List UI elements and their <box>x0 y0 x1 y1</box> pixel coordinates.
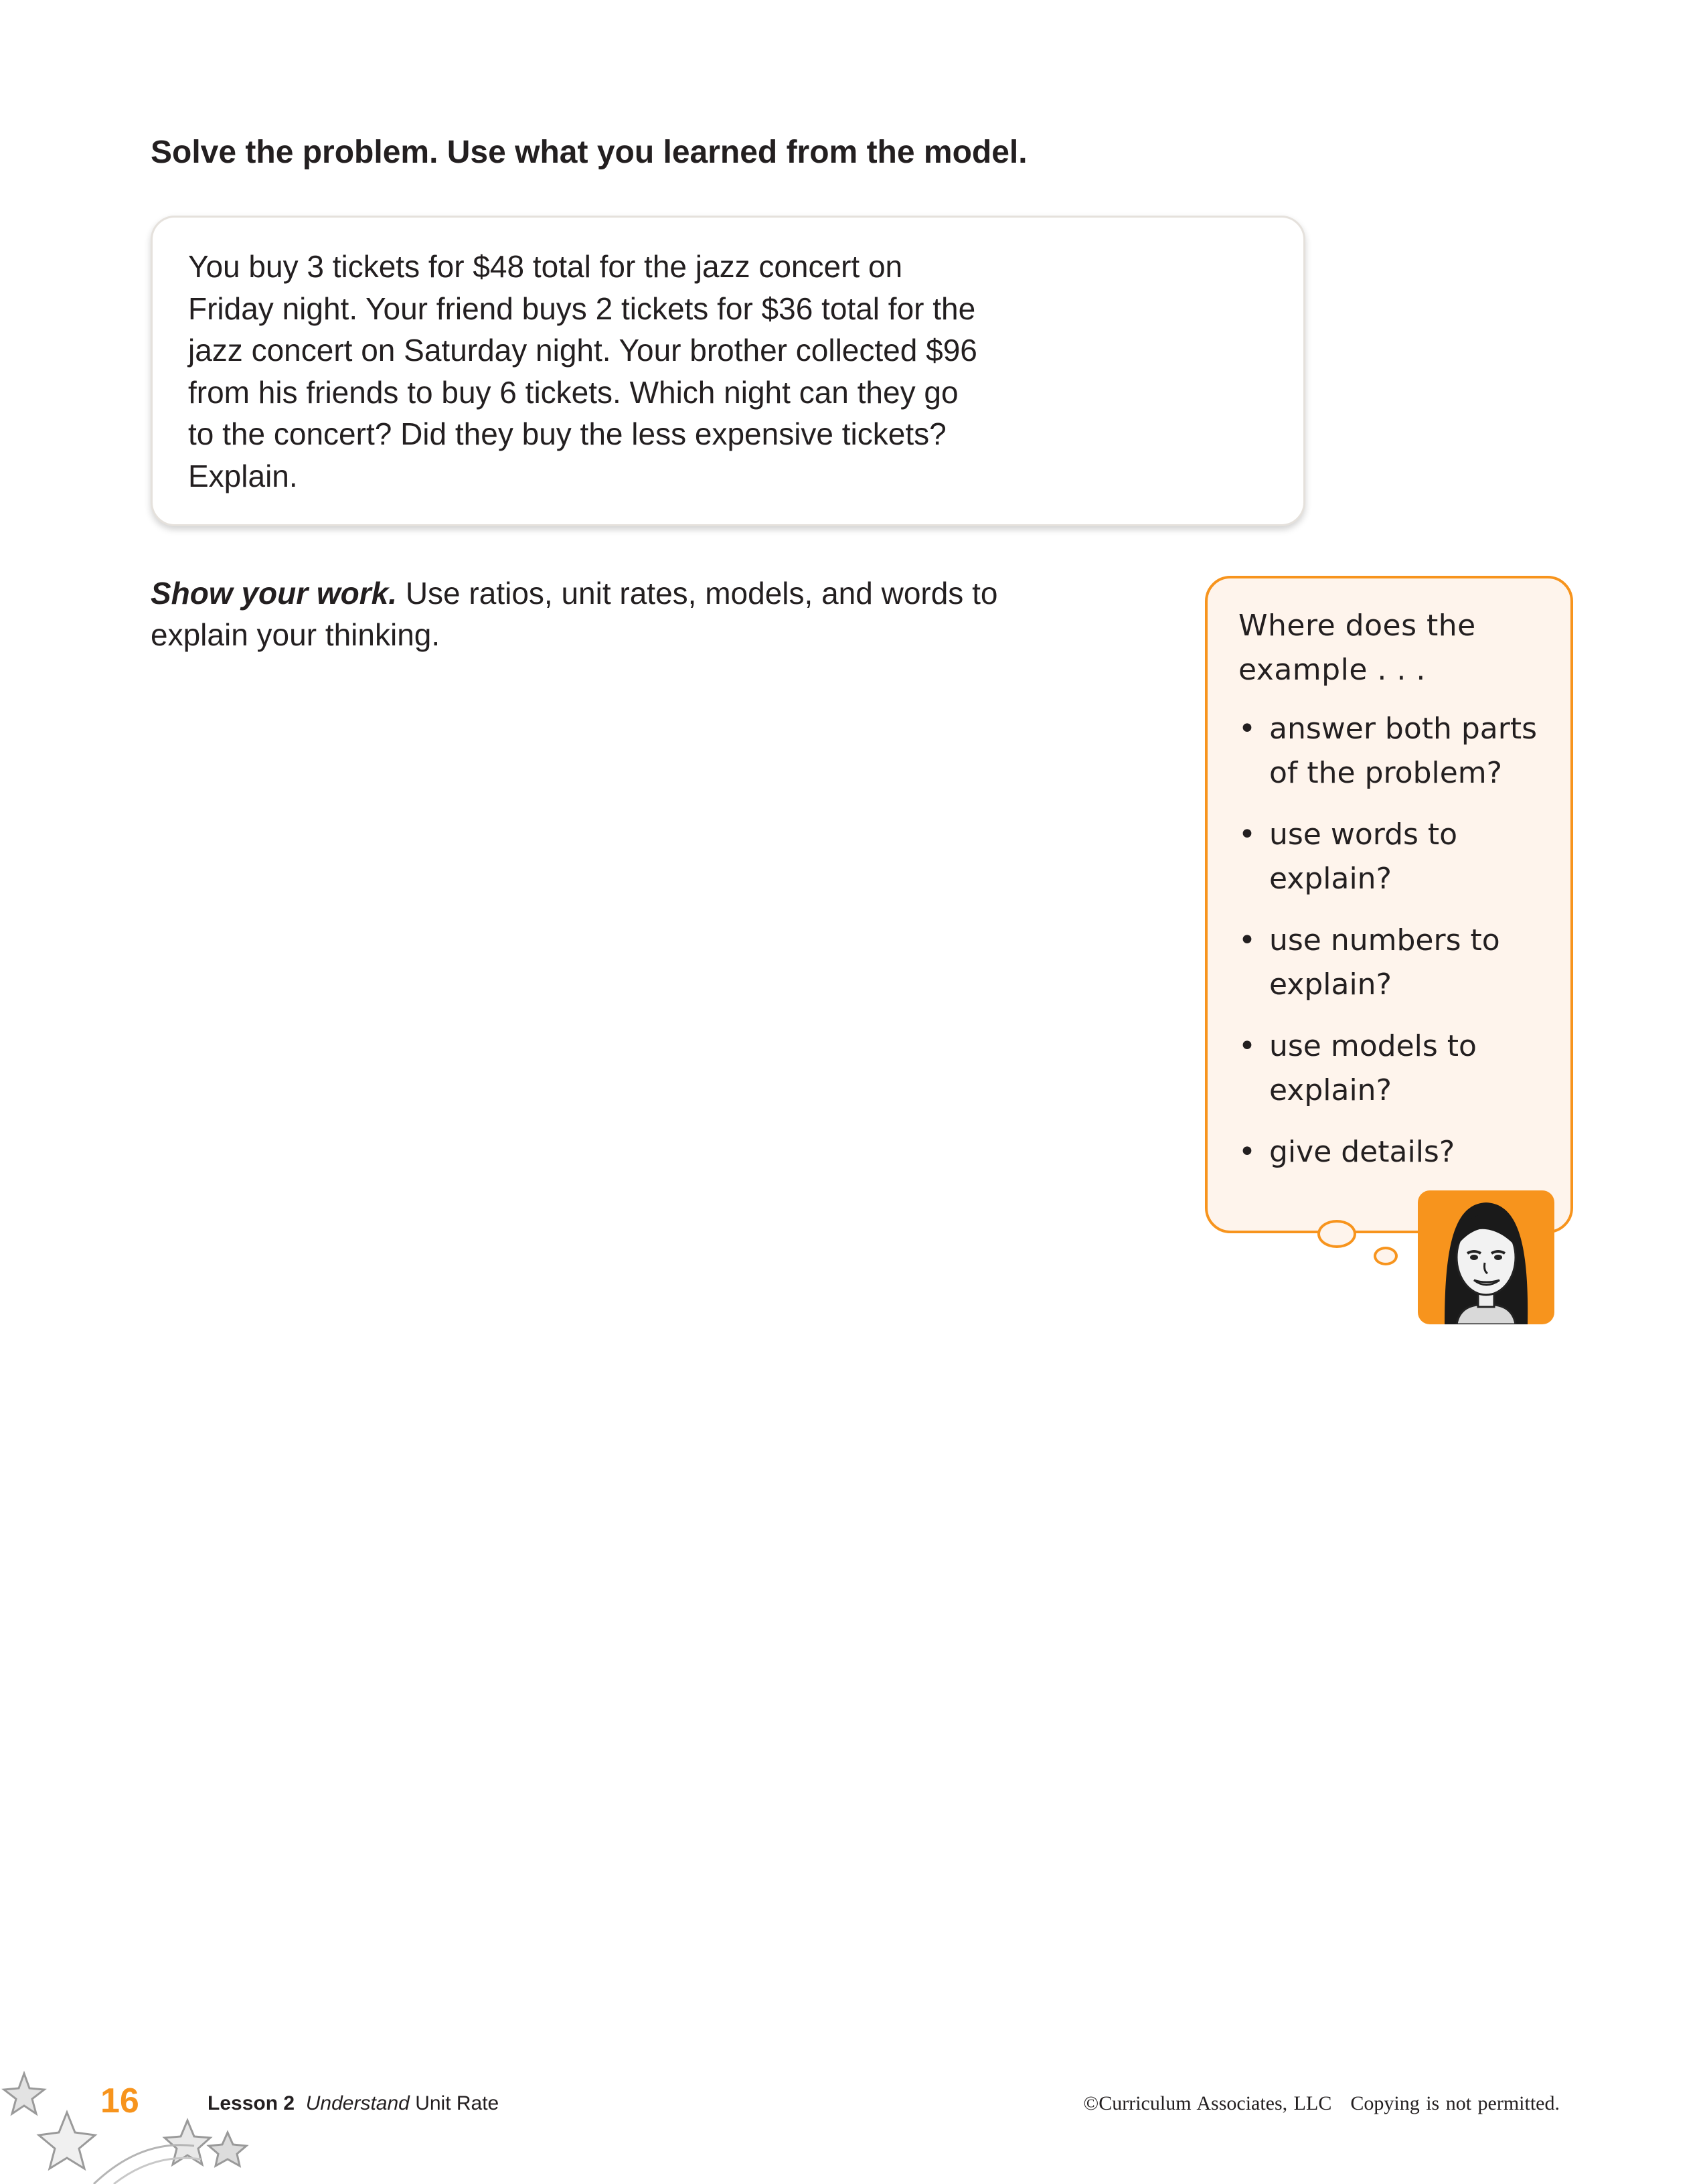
student-avatar <box>1418 1190 1554 1324</box>
thought-prompt: Where does the example . . . <box>1238 609 1476 687</box>
thought-bubble <box>1205 576 1573 1233</box>
list-item-text: give details? <box>1269 1135 1455 1169</box>
lesson-word: Understand <box>305 2092 410 2114</box>
copy-notice: Copying is not permitted. <box>1350 2092 1560 2114</box>
bullet-icon: • <box>1238 1135 1256 1169</box>
copyright-notice <box>1083 2092 1560 2115</box>
list-item <box>1238 1130 1566 1174</box>
list-item <box>1238 813 1566 901</box>
lesson-number: Lesson 2 <box>208 2092 295 2114</box>
list-item-text: answer both parts of the problem? <box>1269 712 1538 790</box>
list-item <box>1238 919 1566 1007</box>
student-face-icon <box>1418 1190 1554 1324</box>
lesson-label <box>208 2092 499 2115</box>
thought-bubble-tail-large <box>1317 1220 1356 1248</box>
bullet-icon: • <box>1238 923 1256 957</box>
page-number: 16 <box>100 2082 139 2120</box>
show-work-prompt <box>151 572 1021 655</box>
bullet-icon: • <box>1238 817 1256 852</box>
list-item <box>1238 1024 1566 1113</box>
show-work-text: Use ratios, unit rates, models, and words to explain your thinking. <box>151 576 998 652</box>
bullet-icon: • <box>1238 1029 1256 1063</box>
list-item-text: use words to explain? <box>1269 817 1458 896</box>
thought-checklist <box>1238 707 1566 1192</box>
instruction-heading: Solve the problem. Use what you learned from the model. <box>151 135 1028 170</box>
bullet-icon: • <box>1238 712 1256 746</box>
decorative-stars-icon <box>0 2065 281 2184</box>
lesson-topic: Unit Rate <box>415 2092 499 2114</box>
show-work-lead: Show your work. <box>151 576 398 611</box>
copyright-text: ©Curriculum Associates, LLC <box>1083 2092 1332 2114</box>
problem-box <box>151 216 1305 526</box>
list-item-text: use numbers to explain? <box>1269 923 1500 1002</box>
list-item-text: use models to explain? <box>1269 1029 1477 1107</box>
problem-text: You buy 3 tickets for $48 total for the jazz concert on Friday night. Your friend buys 2 tickets for $36 total for the jazz concert on Saturday night. Your brother collected $96 from his friends to buy 6 tickets. Which night can they go to the concert? Did they buy the less expensive tickets? Explain. <box>188 249 977 493</box>
list-item <box>1238 707 1566 795</box>
thought-bubble-tail-small <box>1374 1247 1398 1265</box>
